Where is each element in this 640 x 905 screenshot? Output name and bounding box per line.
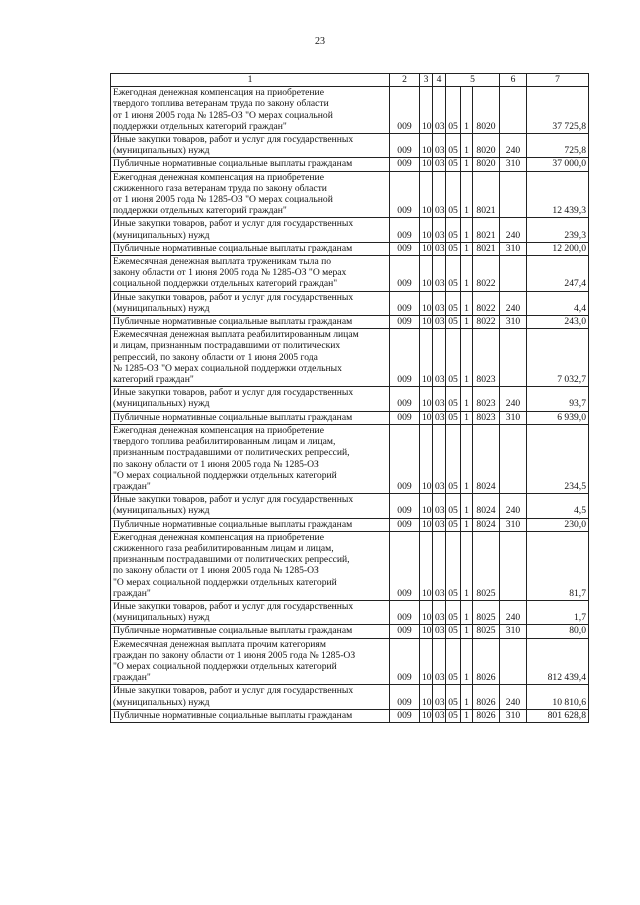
table-row [111,494,589,518]
target-program-cell: 05 [446,709,461,722]
amount-cell: 7 032,7 [527,329,589,387]
page-number: 23 [315,36,325,47]
subsection-cell: 03 [433,291,446,315]
subsection-cell: 03 [433,329,446,387]
target-item-cell: 8023 [473,387,500,411]
subsection-cell: 03 [433,218,446,242]
expense-type-cell: 310 [500,709,527,722]
target-subprogram-cell: 1 [461,709,473,722]
table-row [111,316,589,329]
amount-cell: 37 725,8 [527,87,589,134]
amount-cell: 12 439,3 [527,171,589,218]
target-subprogram-cell: 1 [461,218,473,242]
amount-cell: 247,4 [527,256,589,292]
target-program-cell: 05 [446,158,461,171]
header-col-5: 5 [446,74,500,87]
target-item-cell: 8025 [473,600,500,624]
target-subprogram-cell: 1 [461,242,473,255]
row-name-cell: Иные закупки товаров, работ и услуг для государственных (муниципальных) нужд [111,685,390,709]
target-subprogram-cell: 1 [461,158,473,171]
section-cell: 10 [420,387,433,411]
table-row [111,424,589,493]
section-cell: 10 [420,218,433,242]
row-name-cell: Ежегодная денежная компенсация на приобретение сжиженного газа реабилитированным лицам и лицам, признанным пострадавшими от политических репрессий, по закону области от 1 июня 2005 года № 1285-ОЗ "О мерах социальной поддержки отдельных категорий граждан" [111,531,390,600]
target-program-cell: 05 [446,531,461,600]
subsection-cell: 03 [433,685,446,709]
amount-cell: 801 628,8 [527,709,589,722]
section-cell: 10 [420,256,433,292]
section-cell: 10 [420,424,433,493]
admin-code-cell: 009 [390,171,420,218]
row-name-cell: Ежегодная денежная компенсация на приобретение сжиженного газа ветеранам труда по закону области от 1 июня 2005 года № 1285-ОЗ "О мерах социальной поддержки отдельных категорий граждан" [111,171,390,218]
amount-cell: 10 810,6 [527,685,589,709]
budget-table [110,73,589,723]
table-row [111,638,589,685]
table-row [111,329,589,387]
subsection-cell: 03 [433,158,446,171]
header-col-4: 4 [433,74,446,87]
target-item-cell: 8020 [473,87,500,134]
target-program-cell: 05 [446,218,461,242]
row-name-cell: Ежегодная денежная компенсация на приобретение твердого топлива реабилитированным лицам и лицам, признанным пострадавшими от политических репрессий, по закону области от 1 июня 2005 года № 1285-ОЗ "О мерах социальной поддержки отдельных категорий граждан" [111,424,390,493]
section-cell: 10 [420,242,433,255]
section-cell: 10 [420,625,433,638]
expense-type-cell: 240 [500,291,527,315]
target-item-cell: 8023 [473,329,500,387]
target-program-cell: 05 [446,256,461,292]
target-subprogram-cell: 1 [461,171,473,218]
admin-code-cell: 009 [390,625,420,638]
header-row [111,74,589,87]
admin-code-cell: 009 [390,316,420,329]
amount-cell: 1,7 [527,600,589,624]
section-cell: 10 [420,531,433,600]
subsection-cell: 03 [433,242,446,255]
amount-cell: 230,0 [527,518,589,531]
target-item-cell: 8022 [473,256,500,292]
row-name-cell: Иные закупки товаров, работ и услуг для государственных (муниципальных) нужд [111,218,390,242]
header-col-6: 6 [500,74,527,87]
admin-code-cell: 009 [390,685,420,709]
row-name-cell: Иные закупки товаров, работ и услуг для государственных (муниципальных) нужд [111,600,390,624]
amount-cell: 6 939,0 [527,411,589,424]
target-subprogram-cell: 1 [461,685,473,709]
expense-type-cell [500,638,527,685]
target-program-cell: 05 [446,424,461,493]
section-cell: 10 [420,158,433,171]
target-item-cell: 8023 [473,411,500,424]
expense-type-cell [500,424,527,493]
expense-type-cell [500,329,527,387]
section-cell: 10 [420,685,433,709]
table-row [111,134,589,158]
row-name-cell: Ежегодная денежная компенсация на приобретение твердого топлива ветеранам труда по закону области от 1 июня 2005 года № 1285-ОЗ "О мерах социальной поддержки отдельных категорий граждан" [111,87,390,134]
table-body [111,74,589,723]
target-program-cell: 05 [446,685,461,709]
table-row [111,411,589,424]
target-subprogram-cell: 1 [461,87,473,134]
target-item-cell: 8025 [473,531,500,600]
target-item-cell: 8020 [473,158,500,171]
target-item-cell: 8024 [473,494,500,518]
expense-type-cell: 310 [500,242,527,255]
expense-type-cell: 240 [500,218,527,242]
target-subprogram-cell: 1 [461,600,473,624]
row-name-cell: Ежемесячная денежная выплата реабилитированным лицам и лицам, признанным пострадавшими от политических репрессий, по закону области от 1 июня 2005 года № 1285-ОЗ "О мерах социальной поддержки отдельных категорий граждан" [111,329,390,387]
expense-type-cell: 310 [500,411,527,424]
amount-cell: 37 000,0 [527,158,589,171]
target-subprogram-cell: 1 [461,518,473,531]
admin-code-cell: 009 [390,709,420,722]
target-subprogram-cell: 1 [461,329,473,387]
table-row [111,625,589,638]
header-col-7: 7 [527,74,589,87]
section-cell: 10 [420,518,433,531]
table-row [111,709,589,722]
expense-type-cell [500,256,527,292]
target-program-cell: 05 [446,411,461,424]
amount-cell: 93,7 [527,387,589,411]
section-cell: 10 [420,171,433,218]
section-cell: 10 [420,494,433,518]
section-cell: 10 [420,329,433,387]
section-cell: 10 [420,600,433,624]
subsection-cell: 03 [433,87,446,134]
subsection-cell: 03 [433,625,446,638]
table-row [111,158,589,171]
row-name-cell: Иные закупки товаров, работ и услуг для государственных (муниципальных) нужд [111,387,390,411]
target-subprogram-cell: 1 [461,316,473,329]
admin-code-cell: 009 [390,134,420,158]
subsection-cell: 03 [433,256,446,292]
amount-cell: 4,4 [527,291,589,315]
amount-cell: 239,3 [527,218,589,242]
row-name-cell: Ежемесячная денежная выплата прочим категориям граждан по закону области от 1 июня 2005 года № 1285-ОЗ "О мерах социальной поддержки отдельных категорий граждан" [111,638,390,685]
target-program-cell: 05 [446,329,461,387]
subsection-cell: 03 [433,411,446,424]
target-program-cell: 05 [446,242,461,255]
row-name-cell: Публичные нормативные социальные выплаты гражданам [111,518,390,531]
target-program-cell: 05 [446,316,461,329]
target-subprogram-cell: 1 [461,291,473,315]
target-item-cell: 8022 [473,291,500,315]
expense-type-cell: 240 [500,387,527,411]
target-item-cell: 8021 [473,218,500,242]
admin-code-cell: 009 [390,638,420,685]
row-name-cell: Публичные нормативные социальные выплаты гражданам [111,411,390,424]
admin-code-cell: 009 [390,424,420,493]
amount-cell: 80,0 [527,625,589,638]
target-program-cell: 05 [446,494,461,518]
section-cell: 10 [420,638,433,685]
subsection-cell: 03 [433,518,446,531]
table-row [111,531,589,600]
target-program-cell: 05 [446,518,461,531]
table-row [111,242,589,255]
admin-code-cell: 009 [390,494,420,518]
target-program-cell: 05 [446,600,461,624]
amount-cell: 725,8 [527,134,589,158]
table-row [111,218,589,242]
subsection-cell: 03 [433,494,446,518]
header-col-2: 2 [390,74,420,87]
expense-type-cell [500,531,527,600]
target-subprogram-cell: 1 [461,494,473,518]
row-name-cell: Публичные нормативные социальные выплаты гражданам [111,242,390,255]
subsection-cell: 03 [433,424,446,493]
section-cell: 10 [420,709,433,722]
admin-code-cell: 009 [390,600,420,624]
subsection-cell: 03 [433,316,446,329]
amount-cell: 812 439,4 [527,638,589,685]
section-cell: 10 [420,291,433,315]
expense-type-cell: 310 [500,316,527,329]
header-col-3: 3 [420,74,433,87]
table-row [111,171,589,218]
row-name-cell: Иные закупки товаров, работ и услуг для государственных (муниципальных) нужд [111,291,390,315]
subsection-cell: 03 [433,387,446,411]
target-item-cell: 8021 [473,242,500,255]
subsection-cell: 03 [433,531,446,600]
target-subprogram-cell: 1 [461,134,473,158]
section-cell: 10 [420,134,433,158]
admin-code-cell: 009 [390,242,420,255]
expense-type-cell: 240 [500,494,527,518]
target-program-cell: 05 [446,387,461,411]
target-program-cell: 05 [446,87,461,134]
subsection-cell: 03 [433,638,446,685]
row-name-cell: Публичные нормативные социальные выплаты гражданам [111,158,390,171]
table-row [111,685,589,709]
target-program-cell: 05 [446,171,461,218]
row-name-cell: Публичные нормативные социальные выплаты гражданам [111,316,390,329]
admin-code-cell: 009 [390,329,420,387]
target-program-cell: 05 [446,134,461,158]
expense-type-cell: 310 [500,625,527,638]
subsection-cell: 03 [433,134,446,158]
row-name-cell: Публичные нормативные социальные выплаты гражданам [111,709,390,722]
expense-type-cell: 240 [500,600,527,624]
target-subprogram-cell: 1 [461,256,473,292]
target-item-cell: 8024 [473,518,500,531]
section-cell: 10 [420,316,433,329]
target-subprogram-cell: 1 [461,625,473,638]
target-item-cell: 8020 [473,134,500,158]
target-program-cell: 05 [446,625,461,638]
expense-type-cell: 240 [500,685,527,709]
table-row [111,291,589,315]
expense-type-cell [500,87,527,134]
row-name-cell: Иные закупки товаров, работ и услуг для государственных (муниципальных) нужд [111,134,390,158]
amount-cell: 12 200,0 [527,242,589,255]
expense-type-cell: 310 [500,158,527,171]
target-item-cell: 8026 [473,685,500,709]
admin-code-cell: 009 [390,256,420,292]
table-row [111,518,589,531]
target-subprogram-cell: 1 [461,424,473,493]
target-program-cell: 05 [446,638,461,685]
target-item-cell: 8021 [473,171,500,218]
admin-code-cell: 009 [390,518,420,531]
section-cell: 10 [420,87,433,134]
expense-type-cell [500,171,527,218]
amount-cell: 243,0 [527,316,589,329]
table-row [111,87,589,134]
table-row [111,600,589,624]
subsection-cell: 03 [433,709,446,722]
table-row [111,387,589,411]
target-item-cell: 8024 [473,424,500,493]
header-col-1: 1 [111,74,390,87]
target-item-cell: 8026 [473,638,500,685]
target-item-cell: 8022 [473,316,500,329]
target-subprogram-cell: 1 [461,638,473,685]
target-subprogram-cell: 1 [461,387,473,411]
admin-code-cell: 009 [390,531,420,600]
section-cell: 10 [420,411,433,424]
subsection-cell: 03 [433,171,446,218]
target-subprogram-cell: 1 [461,411,473,424]
row-name-cell: Публичные нормативные социальные выплаты гражданам [111,625,390,638]
table-row [111,256,589,292]
admin-code-cell: 009 [390,291,420,315]
expense-type-cell: 310 [500,518,527,531]
subsection-cell: 03 [433,600,446,624]
admin-code-cell: 009 [390,158,420,171]
row-name-cell: Иные закупки товаров, работ и услуг для государственных (муниципальных) нужд [111,494,390,518]
target-item-cell: 8026 [473,709,500,722]
target-item-cell: 8025 [473,625,500,638]
expense-type-cell: 240 [500,134,527,158]
admin-code-cell: 009 [390,411,420,424]
admin-code-cell: 009 [390,387,420,411]
target-subprogram-cell: 1 [461,531,473,600]
admin-code-cell: 009 [390,87,420,134]
target-program-cell: 05 [446,291,461,315]
amount-cell: 234,5 [527,424,589,493]
admin-code-cell: 009 [390,218,420,242]
row-name-cell: Ежемесячная денежная выплата труженикам тыла по закону области от 1 июня 2005 года № 1285-ОЗ "О мерах социальной поддержки отдельных категорий граждан" [111,256,390,292]
amount-cell: 4,5 [527,494,589,518]
amount-cell: 81,7 [527,531,589,600]
